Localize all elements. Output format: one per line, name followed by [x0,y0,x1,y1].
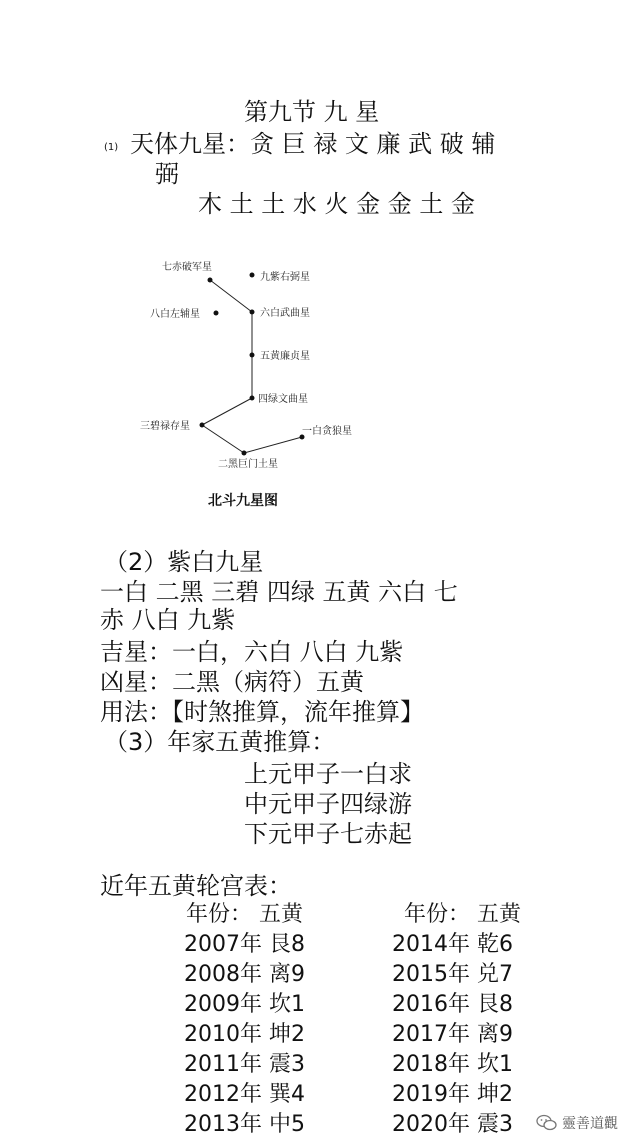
table-title: 近年五黄轮宫表： [100,872,292,900]
calc-line-upper: 上元甲子一白求 [244,760,412,788]
star-label-2: 二黑巨门土星 [218,459,278,470]
nine-stars-line-wrap: 弼 [155,160,179,188]
section-title: 第九节 九 星 [244,98,380,126]
zibai-line2: 赤 八白 九紫 [100,606,236,634]
calc-line-lower: 下元甲子七赤起 [244,820,412,848]
table-row-right-7: 2020年 震3 [392,1112,513,1137]
dipper-lines [202,280,302,453]
watermark [536,1113,618,1133]
table-row-left-3: 2009年 坎1 [184,992,305,1017]
subsection-marker: (1) [104,142,119,153]
zibai-heading: （2）紫白九星 [104,548,264,576]
star-dot-6 [250,310,255,315]
table-row-left-5: 2011年 震3 [184,1052,305,1077]
usage-line: 用法：【时煞推算，流年推算】 [100,698,424,726]
star-dot-3 [200,423,205,428]
star-dot-2 [242,451,247,456]
calc-heading: （3）年家五黄推算： [104,728,336,756]
table-row-left-2: 2008年 离9 [184,962,305,987]
line-2-1 [244,437,302,453]
line-4-3 [202,398,252,425]
star-label-5: 五黄廉贞星 [260,351,310,362]
star-dot-8 [214,311,219,316]
elements-line: 木 土 土 水 火 金 金 土 金 [198,190,476,218]
table-row-left-6: 2012年 巽4 [184,1082,305,1107]
diagram-caption: 北斗九星图 [208,493,278,509]
good-stars: 吉星：一白，六白 八白 九紫 [100,638,404,666]
star-dot-4 [250,396,255,401]
star-label-8: 八白左辅星 [150,309,200,320]
table-row-right-3: 2016年 艮8 [392,992,513,1017]
big-dipper-diagram [130,250,370,480]
star-label-9: 九紫右弼星 [260,272,310,283]
table-header-left: 年份： 五黄 [186,902,303,927]
zibai-line1: 一白 二黑 三碧 四绿 五黄 六白 七 [100,578,458,606]
nine-stars-line: 天体九星：贪 巨 禄 文 廉 武 破 辅 [130,130,496,158]
watermark-text: 靈善道觀 [562,1116,618,1132]
table-row-left-7: 2013年 中5 [184,1112,305,1137]
star-label-4: 四绿文曲星 [258,394,308,405]
table-row-right-5: 2018年 坎1 [392,1052,513,1077]
wechat-icon [536,1114,558,1132]
star-label-1: 一白贪狼星 [302,426,352,437]
star-dot-7 [208,278,213,283]
table-row-left-4: 2010年 坤2 [184,1022,305,1047]
table-header-right: 年份： 五黄 [404,902,521,927]
table-row-right-4: 2017年 离9 [392,1022,513,1047]
calc-line-middle: 中元甲子四绿游 [244,790,412,818]
bad-stars: 凶星：二黑（病符）五黄 [100,668,364,696]
star-label-3: 三碧禄存星 [140,421,190,432]
table-row-left-1: 2007年 艮8 [184,932,305,957]
table-row-right-1: 2014年 乾6 [392,932,513,957]
star-label-6: 六白武曲星 [260,308,310,319]
star-label-7: 七赤破军星 [162,262,212,273]
star-dot-9 [250,273,255,278]
line-7-6 [210,280,252,312]
table-row-right-2: 2015年 兑7 [392,962,513,987]
line-3-2 [202,425,244,453]
star-dot-5 [250,353,255,358]
table-row-right-6: 2019年 坤2 [392,1082,513,1107]
